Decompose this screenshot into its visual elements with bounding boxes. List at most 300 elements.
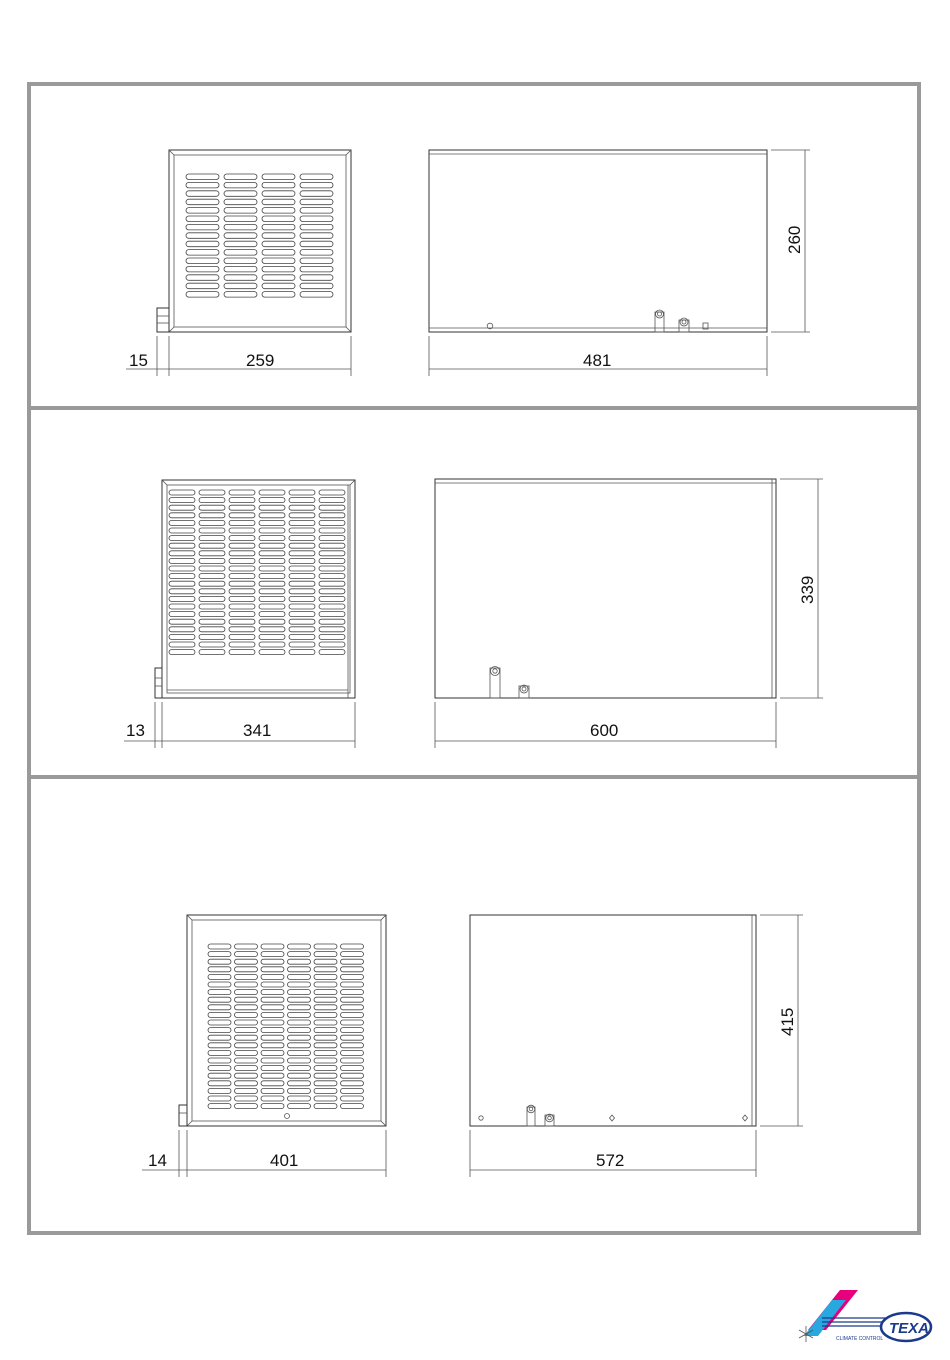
- grille-slot: [262, 292, 295, 298]
- grille-slot: [235, 959, 258, 964]
- grille-slot: [314, 1096, 337, 1101]
- grille-slot: [289, 612, 315, 617]
- unit-1-pipe-1-icon: [655, 312, 664, 332]
- grille-slot: [319, 604, 345, 609]
- grille-slot: [169, 490, 195, 495]
- grille-slot: [300, 292, 333, 298]
- grille-slot: [288, 959, 311, 964]
- grille-slot: [199, 634, 225, 639]
- grille-slot: [262, 258, 295, 264]
- grille-slot: [261, 952, 284, 957]
- grille-slot: [208, 952, 231, 957]
- grille-slot: [288, 1050, 311, 1055]
- grille-slot: [259, 612, 285, 617]
- grille-slot: [289, 619, 315, 624]
- unit-2-height-label: 339: [798, 575, 817, 604]
- grille-slot: [319, 612, 345, 617]
- grille-slot: [208, 959, 231, 964]
- grille-slot: [186, 241, 219, 247]
- grille-slot: [289, 604, 315, 609]
- grille-slot: [208, 1012, 231, 1017]
- grille-slot: [224, 224, 257, 230]
- grille-slot: [199, 513, 225, 518]
- grille-slot: [229, 634, 255, 639]
- grille-slot: [319, 619, 345, 624]
- grille-slot: [208, 1005, 231, 1010]
- grille-slot: [288, 1104, 311, 1109]
- grille-slot: [289, 596, 315, 601]
- grille-slot: [186, 275, 219, 281]
- grille-slot: [235, 974, 258, 979]
- grille-slot: [235, 967, 258, 972]
- grille-slot: [288, 1096, 311, 1101]
- grille-slot: [224, 199, 257, 205]
- grille-slot: [314, 1073, 337, 1078]
- grille-slot: [262, 241, 295, 247]
- grille-slot: [341, 1058, 364, 1063]
- grille-slot: [199, 589, 225, 594]
- grille-slot: [288, 1020, 311, 1025]
- grille-slot: [319, 589, 345, 594]
- grille-slot: [288, 982, 311, 987]
- grille-slot: [300, 199, 333, 205]
- grille-slot: [208, 1035, 231, 1040]
- grille-slot: [314, 952, 337, 957]
- grille-slot: [186, 292, 219, 298]
- grille-slot: [288, 952, 311, 957]
- grille-slot: [208, 997, 231, 1002]
- grille-slot: [169, 642, 195, 647]
- grille-slot: [319, 650, 345, 655]
- unit-3-side-view: [470, 915, 756, 1126]
- grille-slot: [199, 627, 225, 632]
- grille-slot: [314, 1066, 337, 1071]
- grille-slot: [229, 574, 255, 579]
- grille-slot: [169, 551, 195, 556]
- grille-slot: [314, 982, 337, 987]
- grille-slot: [259, 505, 285, 510]
- grille-slot: [261, 944, 284, 949]
- grille-slot: [300, 250, 333, 256]
- grille-slot: [261, 990, 284, 995]
- grille-slot: [186, 224, 219, 230]
- grille-slot: [229, 543, 255, 548]
- grille-slot: [235, 982, 258, 987]
- unit-2-length-label: 600: [590, 721, 619, 740]
- grille-slot: [259, 574, 285, 579]
- grille-slot: [261, 1058, 284, 1063]
- unit-3-side-dimension: [470, 915, 803, 1177]
- grille-slot: [341, 974, 364, 979]
- grille-slot: [229, 520, 255, 525]
- grille-slot: [235, 944, 258, 949]
- grille-slot: [288, 1073, 311, 1078]
- grille-slot: [341, 990, 364, 995]
- grille-slot: [199, 574, 225, 579]
- grille-slot: [289, 536, 315, 541]
- grille-slot: [224, 283, 257, 289]
- unit-3-depth-offset-label: 14: [148, 1151, 167, 1170]
- grille-slot: [235, 1035, 258, 1040]
- grille-slot: [259, 513, 285, 518]
- grille-slot: [341, 952, 364, 957]
- unit-1-depth-offset-label: 15: [129, 351, 148, 370]
- grille-slot: [319, 558, 345, 563]
- grille-slot: [341, 1081, 364, 1086]
- grille-slot: [235, 1066, 258, 1071]
- grille-slot: [319, 574, 345, 579]
- grille-slot: [186, 216, 219, 222]
- grille-slot: [300, 241, 333, 247]
- grille-slot: [229, 612, 255, 617]
- texa-logo: [799, 1290, 931, 1342]
- grille-slot: [314, 959, 337, 964]
- grille-slot: [229, 566, 255, 571]
- grille-slot: [229, 505, 255, 510]
- grille-slot: [199, 596, 225, 601]
- unit-2-depth-offset-label: 13: [126, 721, 145, 740]
- grille-slot: [224, 182, 257, 188]
- grille-slot: [259, 589, 285, 594]
- grille-slot: [261, 1081, 284, 1086]
- grille-slot: [259, 543, 285, 548]
- grille-slot: [235, 1050, 258, 1055]
- grille-slot: [289, 558, 315, 563]
- grille-slot: [224, 292, 257, 298]
- grille-slot: [261, 1096, 284, 1101]
- unit-2-pipe-1-icon: [490, 668, 500, 698]
- grille-slot: [319, 513, 345, 518]
- grille-slot: [261, 1020, 284, 1025]
- grille-slot: [314, 1005, 337, 1010]
- grille-slot: [169, 498, 195, 503]
- grille-slot: [208, 1066, 231, 1071]
- grille-slot: [314, 967, 337, 972]
- grille-slot: [169, 574, 195, 579]
- grille-slot: [208, 1104, 231, 1109]
- grille-slot: [208, 1096, 231, 1101]
- grille-slot: [314, 1104, 337, 1109]
- grille-slot: [169, 566, 195, 571]
- grille-slot: [289, 581, 315, 586]
- grille-slot: [229, 558, 255, 563]
- grille-slot: [319, 551, 345, 556]
- grille-slot: [289, 551, 315, 556]
- grille-slot: [169, 619, 195, 624]
- grille-slot: [288, 990, 311, 995]
- grille-slot: [341, 967, 364, 972]
- grille-slot: [289, 513, 315, 518]
- grille-slot: [259, 490, 285, 495]
- grille-slot: [314, 1043, 337, 1048]
- unit-1-height-label: 260: [785, 225, 804, 254]
- grille-slot: [319, 634, 345, 639]
- grille-slot: [319, 581, 345, 586]
- unit-3-front-view: [179, 915, 386, 1126]
- grille-slot: [289, 520, 315, 525]
- grille-slot: [208, 1073, 231, 1078]
- grille-slot: [224, 250, 257, 256]
- grille-slot: [289, 498, 315, 503]
- grille-slot: [288, 944, 311, 949]
- unit-2-side-view: [435, 479, 776, 698]
- grille-slot: [262, 191, 295, 197]
- grille-slot: [229, 551, 255, 556]
- grille-slot: [288, 1058, 311, 1063]
- grille-slot: [289, 505, 315, 510]
- grille-slot: [259, 520, 285, 525]
- unit-3-height-label: 415: [778, 1007, 797, 1036]
- grille-slot: [288, 1028, 311, 1033]
- unit-3-width-label: 401: [270, 1151, 299, 1170]
- grille-slot: [289, 589, 315, 594]
- grille-slot: [208, 1050, 231, 1055]
- grille-slot: [259, 596, 285, 601]
- grille-slot: [288, 1088, 311, 1093]
- grille-slot: [261, 1035, 284, 1040]
- grille-slot: [235, 997, 258, 1002]
- grille-slot: [288, 1043, 311, 1048]
- unit-3-fitting: [179, 1105, 187, 1126]
- grille-slot: [259, 642, 285, 647]
- grille-slot: [262, 182, 295, 188]
- grille-slot: [169, 589, 195, 594]
- grille-slot: [289, 543, 315, 548]
- grille-slot: [235, 990, 258, 995]
- grille-slot: [229, 650, 255, 655]
- grille-slot: [289, 627, 315, 632]
- grille-slot: [186, 283, 219, 289]
- grille-slot: [229, 513, 255, 518]
- grille-slot: [300, 174, 333, 180]
- grille-slot: [259, 566, 285, 571]
- grille-slot: [186, 266, 219, 272]
- grille-slot: [288, 1035, 311, 1040]
- grille-slot: [319, 536, 345, 541]
- unit-1-front-view: [157, 150, 351, 332]
- grille-slot: [341, 982, 364, 987]
- grille-slot: [289, 634, 315, 639]
- grille-slot: [235, 1020, 258, 1025]
- grille-slot: [235, 1073, 258, 1078]
- grille-slot: [262, 174, 295, 180]
- grille-slot: [288, 997, 311, 1002]
- grille-slot: [229, 498, 255, 503]
- grille-slot: [235, 1104, 258, 1109]
- grille-slot: [314, 1050, 337, 1055]
- grille-slot: [186, 250, 219, 256]
- grille-slot: [314, 1012, 337, 1017]
- grille-slot: [262, 283, 295, 289]
- grille-slot: [288, 1066, 311, 1071]
- grille-slot: [208, 1088, 231, 1093]
- unit-1-width-label: 259: [246, 351, 275, 370]
- grille-slot: [261, 967, 284, 972]
- unit-3-grille: [208, 944, 364, 1109]
- grille-slot: [259, 498, 285, 503]
- grille-slot: [314, 1035, 337, 1040]
- grille-slot: [229, 589, 255, 594]
- grille-slot: [261, 1088, 284, 1093]
- grille-slot: [261, 1050, 284, 1055]
- grille-slot: [208, 1058, 231, 1063]
- grille-slot: [224, 258, 257, 264]
- grille-slot: [235, 952, 258, 957]
- grille-slot: [199, 650, 225, 655]
- unit-3-side-hole-3-icon: [743, 1115, 748, 1121]
- grille-slot: [341, 959, 364, 964]
- grille-slot: [208, 944, 231, 949]
- unit-3-side-hole-2-icon: [610, 1115, 615, 1121]
- grille-slot: [235, 1088, 258, 1093]
- unit-1-side-dimension: [429, 150, 810, 376]
- grille-slot: [259, 619, 285, 624]
- grille-slot: [341, 1050, 364, 1055]
- logo-brand-text: TEXA: [889, 1320, 930, 1337]
- grille-slot: [259, 581, 285, 586]
- grille-slot: [261, 1104, 284, 1109]
- grille-slot: [319, 596, 345, 601]
- grille-slot: [314, 1058, 337, 1063]
- unit-2-side-dimension: [435, 479, 823, 748]
- grille-slot: [289, 566, 315, 571]
- grille-slot: [169, 528, 195, 533]
- grille-slot: [229, 581, 255, 586]
- grille-slot: [208, 1043, 231, 1048]
- unit-1-grille: [186, 174, 333, 297]
- unit-2-front-view: [155, 480, 355, 698]
- grille-slot: [341, 1035, 364, 1040]
- grille-slot: [341, 1073, 364, 1078]
- grille-slot: [289, 642, 315, 647]
- grille-slot: [186, 258, 219, 264]
- grille-slot: [314, 997, 337, 1002]
- grille-slot: [262, 216, 295, 222]
- grille-slot: [199, 551, 225, 556]
- grille-slot: [186, 182, 219, 188]
- grille-slot: [300, 216, 333, 222]
- unit-3-side-hole-1-icon: [479, 1116, 483, 1120]
- grille-slot: [199, 619, 225, 624]
- grille-slot: [169, 520, 195, 525]
- grille-slot: [300, 233, 333, 239]
- grille-slot: [169, 513, 195, 518]
- grille-slot: [199, 604, 225, 609]
- unit-2-fitting: [155, 668, 162, 698]
- grille-slot: [235, 1081, 258, 1086]
- grille-slot: [341, 944, 364, 949]
- grille-slot: [319, 543, 345, 548]
- grille-slot: [169, 634, 195, 639]
- grille-slot: [169, 612, 195, 617]
- grille-slot: [229, 604, 255, 609]
- grille-slot: [300, 182, 333, 188]
- grille-slot: [229, 642, 255, 647]
- grille-slot: [262, 233, 295, 239]
- grille-slot: [300, 191, 333, 197]
- grille-slot: [259, 604, 285, 609]
- grille-slot: [262, 199, 295, 205]
- grille-slot: [235, 1058, 258, 1063]
- grille-slot: [229, 627, 255, 632]
- grille-slot: [341, 1005, 364, 1010]
- grille-slot: [319, 642, 345, 647]
- grille-slot: [186, 191, 219, 197]
- grille-slot: [319, 566, 345, 571]
- grille-slot: [199, 505, 225, 510]
- unit-3-pipe-1-icon: [527, 1107, 535, 1126]
- grille-slot: [289, 490, 315, 495]
- grille-slot: [235, 1028, 258, 1033]
- grille-slot: [208, 982, 231, 987]
- grille-slot: [261, 1012, 284, 1017]
- grille-slot: [186, 174, 219, 180]
- grille-slot: [224, 275, 257, 281]
- unit-2-front-dimension: [124, 702, 355, 748]
- grille-slot: [261, 1043, 284, 1048]
- grille-slot: [314, 1081, 337, 1086]
- grille-slot: [186, 199, 219, 205]
- grille-slot: [262, 208, 295, 214]
- grille-slot: [289, 528, 315, 533]
- grille-slot: [208, 967, 231, 972]
- grille-slot: [229, 596, 255, 601]
- grille-slot: [261, 1028, 284, 1033]
- grille-slot: [235, 1043, 258, 1048]
- unit-3-front-screw-icon: [285, 1114, 290, 1119]
- grille-slot: [262, 250, 295, 256]
- grille-slot: [300, 266, 333, 272]
- grille-slot: [224, 174, 257, 180]
- grille-slot: [314, 1028, 337, 1033]
- grille-slot: [288, 974, 311, 979]
- grille-slot: [224, 266, 257, 272]
- grille-slot: [300, 224, 333, 230]
- grille-slot: [235, 1012, 258, 1017]
- grille-slot: [235, 1005, 258, 1010]
- grille-slot: [169, 543, 195, 548]
- grille-slot: [262, 266, 295, 272]
- grille-slot: [199, 612, 225, 617]
- unit-2-width-label: 341: [243, 721, 272, 740]
- grille-slot: [314, 1020, 337, 1025]
- grille-slot: [199, 566, 225, 571]
- grille-slot: [229, 619, 255, 624]
- grille-slot: [288, 1005, 311, 1010]
- grille-slot: [341, 997, 364, 1002]
- grille-slot: [169, 627, 195, 632]
- grille-slot: [169, 596, 195, 601]
- grille-slot: [259, 558, 285, 563]
- grille-slot: [288, 1012, 311, 1017]
- grille-slot: [259, 551, 285, 556]
- grille-slot: [229, 536, 255, 541]
- grille-slot: [199, 520, 225, 525]
- unit-2-grille: [169, 490, 345, 655]
- grille-slot: [259, 627, 285, 632]
- grille-slot: [224, 208, 257, 214]
- grille-slot: [300, 208, 333, 214]
- grille-slot: [199, 581, 225, 586]
- grille-slot: [186, 233, 219, 239]
- grille-slot: [261, 1073, 284, 1078]
- unit-3-length-label: 572: [596, 1151, 625, 1170]
- grille-slot: [319, 528, 345, 533]
- grille-slot: [199, 642, 225, 647]
- grille-slot: [259, 528, 285, 533]
- grille-slot: [314, 990, 337, 995]
- grille-slot: [169, 650, 195, 655]
